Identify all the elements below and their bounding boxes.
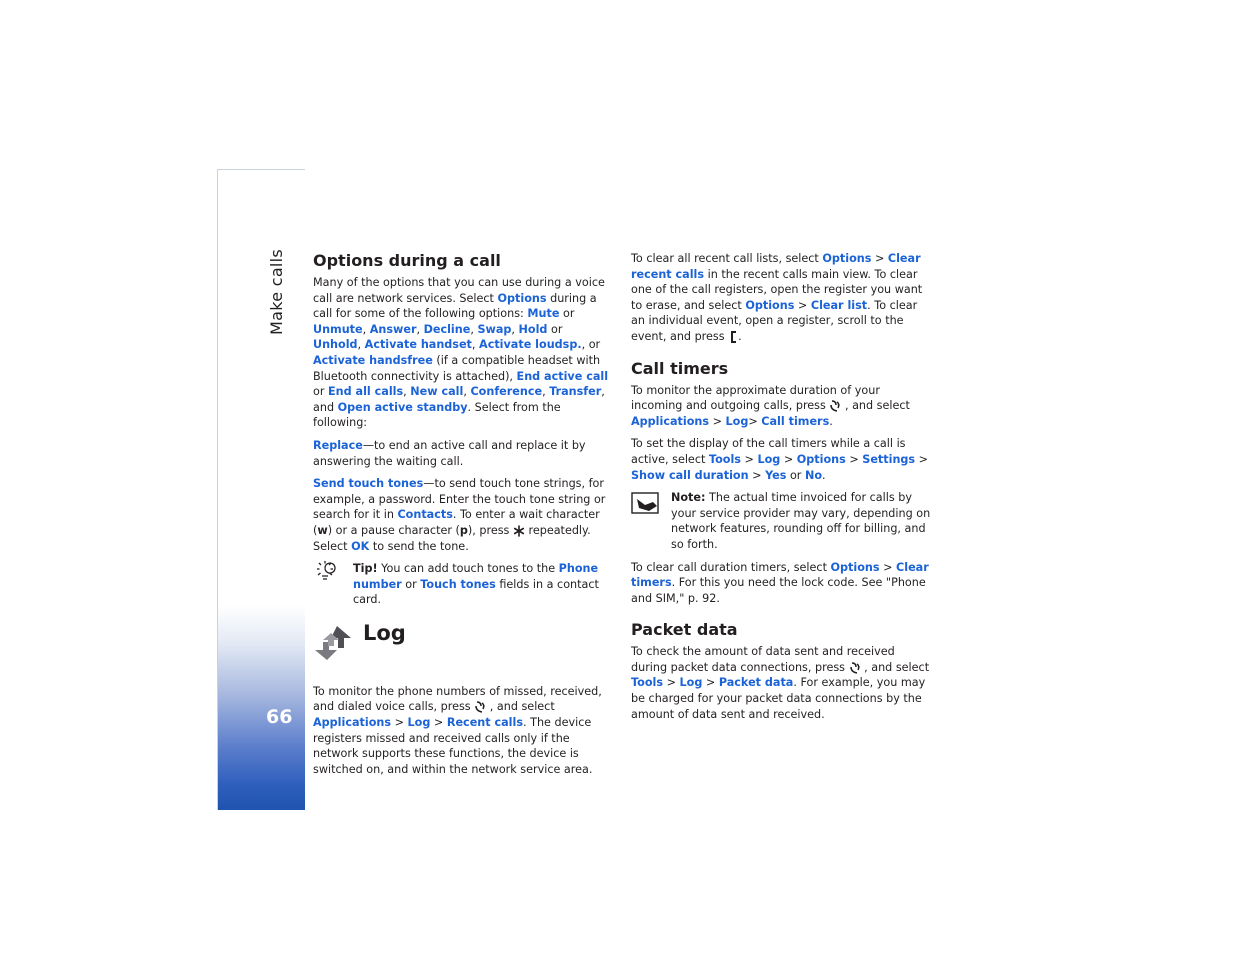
term-touch-tones: Touch tones [420, 577, 496, 591]
term-ok: OK [351, 539, 370, 553]
term-log: Log [679, 676, 703, 690]
term-phone-number: Phone number [353, 562, 599, 591]
log-paragraph: To monitor the phone numbers of missed, received, and dialed voice calls, press , and select Applications > Log > Recent calls. The device registers missed and received calls only if the network supports these functions, the device is switched on, and within the network service area. [313, 684, 602, 776]
term-clear-timers: Clear timers [631, 560, 929, 590]
log-arrows-icon [313, 620, 357, 660]
tip-box [313, 561, 613, 608]
term-answer: Answer [369, 322, 417, 336]
menu-key-icon [849, 661, 861, 675]
term-hold: Hold [518, 322, 548, 336]
options-intro: Many of the options that you can use during a voice call are network services. Select Options during a call for some of the following options: Mute or Unmute, Answer, Decline, Swap, Hold or Unhold, Activate handset, Activate loudsp., or Activate handsfree (if a compatible headset with Bluetooth connectivity is attached), End active call or End all calls, New call, Conference, Transfer, and Open active standby. Select from the following: [313, 276, 609, 430]
term-packet-data: Packet data [718, 676, 794, 690]
term-call-timers: Call timers [761, 414, 830, 428]
term-transfer: Transfer [549, 385, 602, 399]
tip-text: Tip! You can add touch tones to the Phone number or Touch tones fields in a contact card. [353, 562, 599, 607]
term-show-call-duration: Show call duration [631, 468, 749, 482]
left-column [313, 251, 613, 784]
term-options: Options [796, 452, 846, 466]
heading-log: Log [363, 621, 406, 646]
term-new-call: New call [410, 385, 464, 399]
term-settings: Settings [862, 452, 916, 466]
term-end-all-calls: End all calls [328, 385, 404, 399]
term-applications: Applications [631, 414, 710, 428]
heading-call-timers: Call timers [631, 358, 729, 378]
term-log: Log [725, 414, 749, 428]
term-unmute: Unmute [313, 322, 363, 336]
heading-options-during-call: Options during a call [313, 251, 501, 270]
term-recent-calls: Recent calls [446, 716, 523, 730]
section-title: Make calls [267, 248, 286, 335]
term-options: Options [745, 298, 795, 312]
term-options: Options [497, 291, 547, 305]
term-mute: Mute [527, 307, 560, 321]
menu-key-icon [829, 399, 841, 413]
replace-item: Replace—to end an active call and replace it by answering the waiting call. [313, 438, 586, 468]
term-replace: Replace [313, 438, 363, 452]
term-options: Options [830, 560, 880, 574]
term-log: Log [757, 452, 781, 466]
clear-recent-paragraph: To clear all recent call lists, select Options > Clear recent calls in the recent calls main view. To clear one of the call registers, open the register you want to erase, and select Options > Clear list. To clear an individual event, open a register, scroll to the event, and press . [631, 252, 923, 343]
note-box [631, 490, 931, 552]
menu-key-icon [474, 700, 486, 714]
note-text: Note: The actual time invoiced for calls by your service provider may vary, depending on network features, rounding off for billing, and so forth. [671, 491, 931, 551]
term-tools: Tools [708, 452, 741, 466]
term-contacts: Contacts [397, 508, 453, 522]
term-activate-handsfree: Activate handsfree [313, 353, 433, 367]
log-header [313, 618, 613, 662]
term-unhold: Unhold [313, 338, 358, 352]
term-end-active-call: End active call [516, 369, 609, 383]
term-open-active-standby: Open active standby [337, 400, 468, 414]
term-decline: Decline [423, 322, 471, 336]
call-timers-p2: To set the display of the call timers while a call is active, select Tools > Log > Options > Settings > Show call duration > Yes or No. [631, 437, 929, 482]
call-timers-p3: To clear call duration timers, select Options > Clear timers. For this you need the lock code. See "Phone and SIM," p. 92. [631, 560, 929, 605]
call-timers-p1: To monitor the approximate duration of your incoming and outgoing calls, press , and select Applications > Log> Call timers. [631, 383, 910, 428]
term-yes: Yes [765, 468, 787, 482]
tip-bulb-icon [313, 561, 353, 587]
clear-key-icon [728, 330, 738, 344]
term-no: No [804, 468, 823, 482]
right-column [631, 251, 931, 729]
term-send-touch-tones: Send touch tones [313, 477, 424, 491]
term-options: Options [822, 252, 872, 265]
term-activate-loudsp: Activate loudsp. [479, 338, 582, 352]
page-number: 66 [266, 706, 293, 728]
term-conference: Conference [470, 385, 543, 399]
term-tools: Tools [631, 676, 664, 690]
send-tones-item: Send touch tones—to send touch tone strings, for example, a password. Enter the touch tone string or search for it in Contacts. To enter a wait character (w) or a pause character (p), press repeatedly. Select OK to send the tone. [313, 477, 606, 553]
packet-data-paragraph: To check the amount of data sent and received during packet data connections, press , and select Tools > Log > Packet data. For example, you may be charged for your packet data connections by the amount of data sent and received. [631, 645, 930, 721]
term-applications: Applications [313, 716, 392, 730]
term-log: Log [407, 716, 431, 730]
term-clear-recent-calls: Clear recent calls [631, 252, 921, 281]
star-key-icon [513, 525, 525, 537]
term-activate-handset: Activate handset [364, 338, 472, 352]
term-clear-list: Clear list [810, 298, 868, 312]
note-hand-icon [631, 490, 671, 516]
heading-packet-data: Packet data [631, 620, 738, 640]
term-swap: Swap [477, 322, 512, 336]
